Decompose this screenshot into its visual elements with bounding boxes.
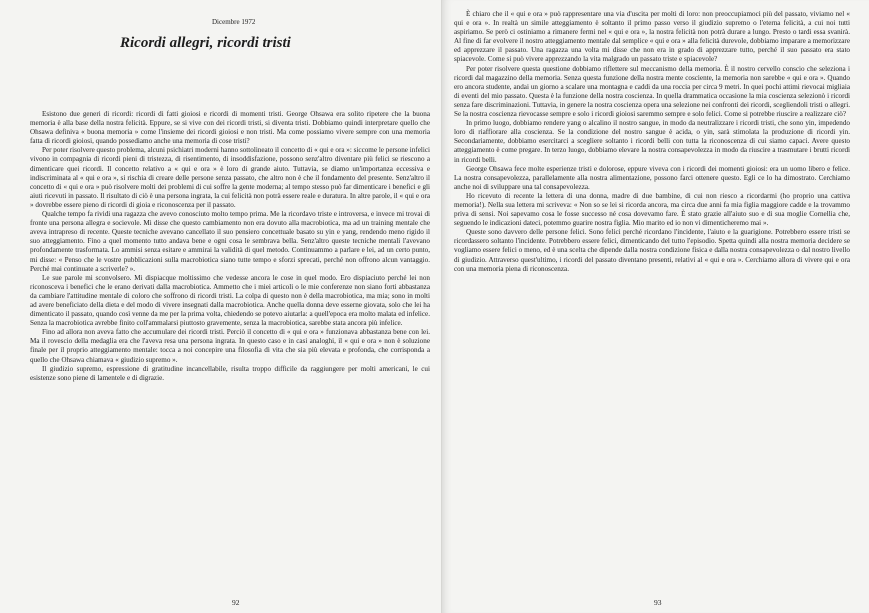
chapter-date: Dicembre 1972 — [212, 18, 256, 26]
paragraph: In primo luogo, dobbiamo rendere yang o alcalino il nostro sangue, in modo da neutralizzare i ricordi tristi, che sono yin, impedendo loro di riaffiorare alla coscienza. Se la condizione del nostro sangue è acida, o yin, sarà stimolata la produzione di ricordi yin. Secondariamente, dobbiamo esercitarci a scegliere soltanto i ricordi belli con tutta la riconoscenza di cui siamo capaci. Avere questo atteggiamento è come pregare. In terzo luogo, dobbiamo elevare la nostra consapevolezza in modo da riuscire a trasmutare i brutti ricordi in ricordi belli. — [454, 119, 850, 164]
paragraph: Per poter risolvere questa questione dobbiamo riflettere sul meccanismo della memoria. È il nostro cervello conscio che seleziona i ricordi dal magazzino della memoria. Senza questa funzione della nostra mente cosciente, la memoria non sarebbe « qui e ora ». Quando ero ancora studente, andai un giorno a scalare una montagna e caddi da una roccia per circa 9 metri. In quei pochi attimi rievocai migliaia di eventi del mio passato. Questa è la funzione della nostra coscienza. In quella drammatica occasione la mia coscienza selezionò i ricordi senza fare discriminazioni. Tuttavia, in genere la nostra coscienza opera una selezione nei confronti dei ricordi, scegliendoli tristi o allegri. Se la nostra coscienza rievocasse sempre e solo i ricordi gioiosi saremmo sempre e solo felici. Come si potrebbe riuscire a realizzare ciò? — [454, 64, 850, 119]
right-page-body — [454, 10, 850, 274]
paragraph: Le sue parole mi sconvolsero. Mi dispiacque moltissimo che vedesse ancora le cose in quel modo. Ero dispiaciuto perché lei non riconosceva i benefici che le erano derivati dalla macrobiotica. Ammetto che i miei articoli o le mie conferenze non siano forti abbastanza da cambiare l'attitudine mentale di coloro che soffrono di ricordi tristi. La colpa di questo non è della macrobiotica, ma mia; sono in molti ad avere beneficiato della dieta e del modo di vivere insegnati dalla macrobiotica. Anche quella donna deve esserne giovata, solo che lei ha dimenticato il passato, quando così venne da me per la prima volta, chiedendo se potevo aiutarla: a quell'epoca era molto malata ed infelice. Senza la macrobiotica avrebbe finito coll'ammalarsi piuttosto gravemente, senza la macrobiotica, sarebbe stata ancora più infelice. — [30, 273, 430, 328]
paragraph: George Ohsawa fece molte esperienze tristi e dolorose, eppure viveva con i ricordi dei momenti gioiosi: era un uomo libero e felice. La nostra consapevolezza, parallelamente alla nostra alimentazione, possono farci ottenere questo. Egli ce lo ha dimostrato. Cerchiamo anche noi di sviluppare una tal consapevolezza. — [454, 164, 850, 191]
chapter-title: Ricordi allegri, ricordi tristi — [120, 35, 291, 51]
paragraph: Ho ricevuto di recente la lettera di una donna, madre di due bambine, di cui non riesco a ricordarmi (ho proprio una cattiva memoria!). Nella sua lettera mi scriveva: « Non so se lei si ricorda ancora, ma circa due anni fa mia figlia maggiore cadde e la trovammo priva di sensi. Noi sapevamo cosa le fosse successo né cosa dovevamo fare. È stato grazie all'aiuto suo e di sua moglie Cornellia che, seguendo le indicazioni dateci, potemmo guarire nostra figlia. Mio marito ed io non vi dimenticheremo mai ». — [454, 191, 850, 228]
page-number: 93 — [654, 598, 662, 607]
paragraph: È chiaro che il « qui e ora » può rappresentare una via d'uscita per molti di loro: non preoccupiamoci più del passato, viviamo nel « qui e ora ». In realtà un simile atteggiamento è soltanto il primo passo verso il giudizio supremo o l'eterna felicità, a cui noi tutti aspiriamo. Se però ci ostiniamo a rimanere fermi nel « qui e ora », la nostra felicità non potrà durare a lungo. Presto o tardi essa svanirà. Al fine di far evolvere il nostro atteggiamento mentale dal semplice « qui e ora » alla felicità durevole, dobbiamo imparare a memorizzare ed apprezzare il passato. Una ragazza una volta mi disse che non era in grado di apprezzare tutto, perché il suo passato era stato spiacevole. Come si può vivere apprezzando la vita malgrado un passato triste e spiacevole? — [454, 10, 850, 64]
left-page-body — [30, 110, 430, 383]
paragraph: Per poter risolvere questo problema, alcuni psichiatri moderni hanno sottolineato il concetto di « qui e ora »: siccome le persone infelici vivono in compagnia di ricordi pieni di tristezza, di risentimento, di insoddisfazione, possono senz'altro diventare più felici se riescono a dimenticare quei ricordi. Il concetto relativo a « qui e ora » è loro di grande aiuto. Tuttavia, se diamo un'importanza eccessiva e indiscriminata al « qui e ora », si rischia di creare delle persone senza passato, che altro non è che il fondamento del presente. Senz'altro il concetto di « qui e ora » può risolvere molti dei problemi di cui soffre la gente moderna; al tempo stesso può far dimenticare i benefici e gli aiuti ricevuti in passato. Il risultato di ciò è una persona ingrata, la cui felicità non potrà essere reale e duratura. In altre parole, il « qui e ora » dovrebbe essere pieno di ricordi di gioia e riconoscenza per il passato. — [30, 146, 430, 209]
page-number: 92 — [232, 598, 240, 607]
right-page — [441, 0, 869, 613]
paragraph: Queste sono davvero delle persone felici. Sono felici perché ricordano l'incidente, l'aiuto e la guarigione. Potrebbero essere tristi se ricordassero soltanto l'incidente. Potrebbero essere felici, dimenticando del tutto l'episodio. Spetta quindi alla nostra memoria decidere se vogliamo essere felici o meno, ed è una scelta che dipende dalla nostra condizione fisica e dalla nostra consapevolezza o dal nostro livello di giudizio. Attraverso quest'ultimo, i ricordi del passato diventano presenti, relativi al « qui e ora ». Cerchiamo allora di vivere qui e ora con una memoria piena di riconoscenza. — [454, 228, 850, 273]
paragraph: Qualche tempo fa rividi una ragazza che avevo conosciuto molto tempo prima. Me la ricordavo triste e introversa, e invece mi trovai di fronte una persona allegra e socievole. Mi disse che questo cambiamento non era dovuto alla macrobiotica, ma ad un training mentale che aveva intrapreso di recente. Queste tecniche avevano cancellato il suo pensiero concettuale basato su yin e yang, rendendo meno rigido il suo atteggiamento. Fino a quel momento tutto andava bene e ogni cosa le sembrava bella. Senz'altro queste tecniche mentali l'avevano profondamente trasformata. Lo ammisi senza esitare e ammirai la validità di quel metodo. Continuammo a parlare e lei, ad un certo punto, mi disse: « Penso che le vostre pubblicazioni sulla macrobiotica siano tutte tempo e sforzi sprecati, perché non offrono alcun vantaggio. Perché mai continuate a scriverle? ». — [30, 210, 430, 273]
paragraph: Fino ad allora non aveva fatto che accumulare dei ricordi tristi. Perciò il concetto di « qui e ora » funzionava abbastanza bene con lei. Ma il rovescio della medaglia era che l'aveva resa una persona ingrata. In questo caso e in casi analoghi, il « qui e ora » non è soluzione finale per il proprio atteggiamento mentale: tocca a noi concepire una filosofia di vita che sia più elevata e profonda, che corrisponda a quello che Ohsawa chiamava « giudizio supremo ». — [30, 328, 430, 364]
paragraph: Esistono due generi di ricordi: ricordi di fatti gioiosi e ricordi di momenti tristi. George Ohsawa era solito ripetere che la buona memoria è alla base della nostra felicità. Eppure, se si vive con dei ricordi tristi, si diventa tristi. Dobbiamo quindi interpretare quello che Ohsawa definiva « buona memoria » come l'insieme dei ricordi gioiosi e non tristi. Ma come possiamo vivere sempre con una memoria fatta di ricordi gioiosi, quando possediamo anche una memoria di cose tristi? — [30, 110, 430, 146]
paragraph: Il giudizio supremo, espressione di gratitudine incancellabile, risulta troppo difficile da raggiungere per molti americani, le cui esistenze sono piene di lamentele e di digrazie. — [30, 364, 430, 382]
